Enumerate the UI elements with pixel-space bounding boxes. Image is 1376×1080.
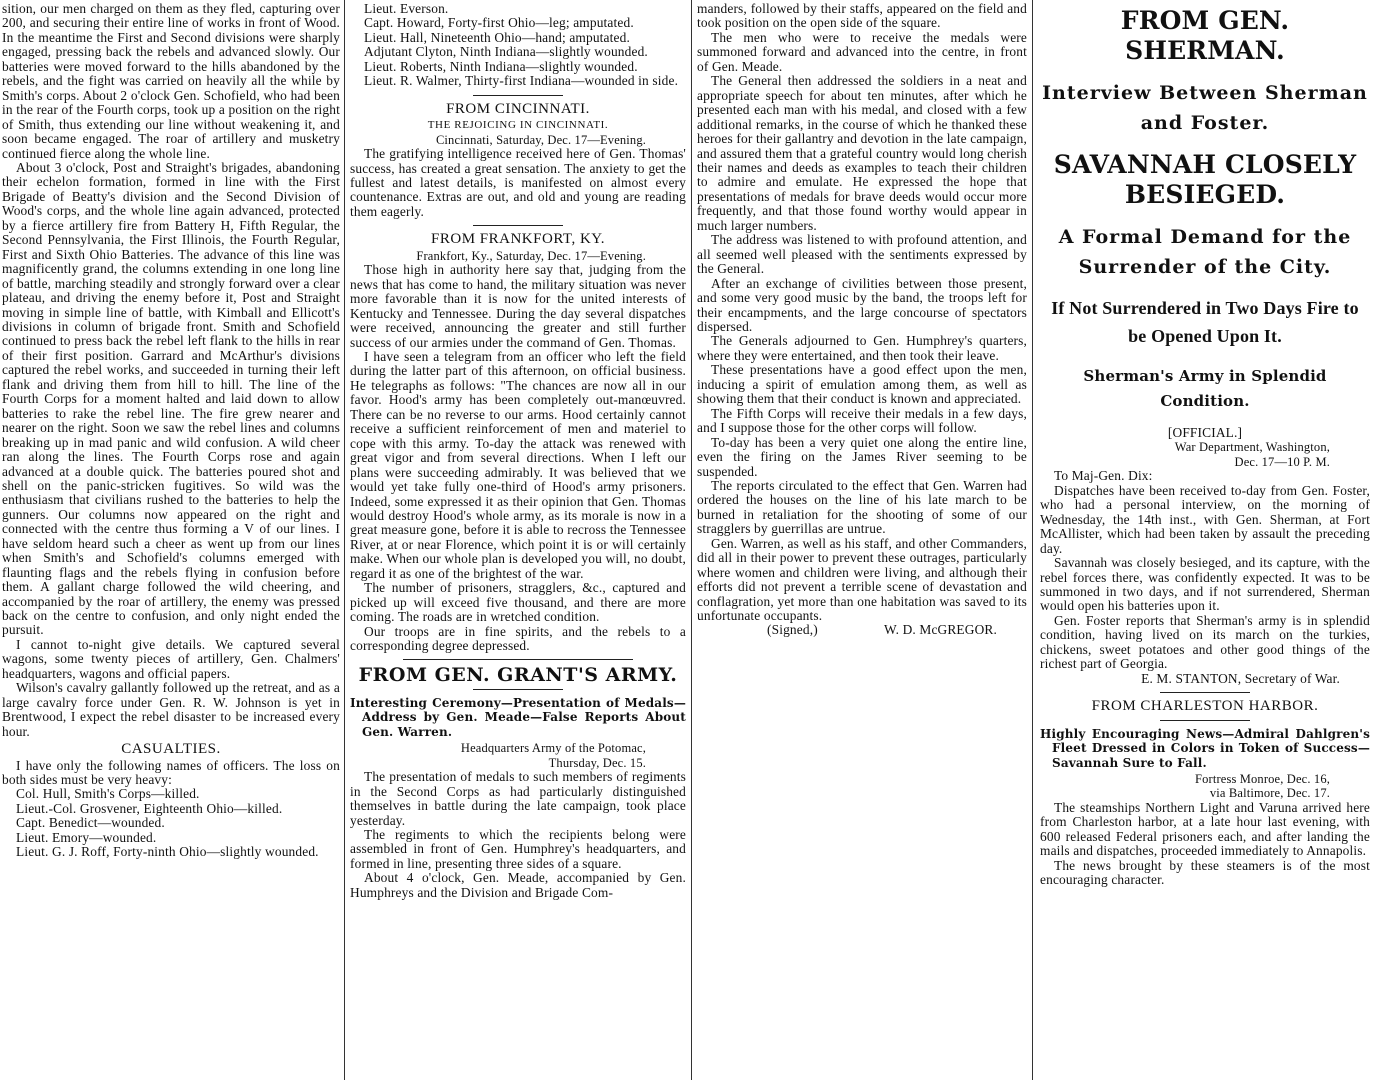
paragraph: The presentation of medals to such members of regiments in the Second Corps as had particularly distinguished themselves in battle during the late campaign, took place yesterday. (350, 769, 686, 828)
paragraph: The number of prisoners, stragglers, &c., captured and picked up will exceed five thousand, and there are more coming. The roads are in wretched condition. (350, 580, 686, 625)
column-3 (697, 2, 1027, 1078)
list-line: Lieut.-Col. Grosvener, Eighteenth Ohio—killed. (16, 800, 283, 816)
paragraph: manders, followed by their staffs, appeared on the field and took position on the open side of the square. (697, 2, 1027, 31)
section-heading: CASUALTIES. (121, 741, 221, 758)
headline-deck: If Not Surrendered in Two Days Fire to be Opened Upon It. (1051, 298, 1359, 346)
headline-deck: A Formal Demand for the Surrender of the City. (1058, 226, 1352, 278)
paragraph: Gen. Warren, as well as his staff, and other Commanders, did all in their power to prevent these outrages, particularly where women and children were living, and although their efforts did not prevent a terrible scene of devastation and conflagration, yet more than one habitation was saved to its unfortunate occupants. (697, 535, 1027, 624)
paragraph: To-day has been a very quiet one along the entire line, even the firing on the James River seeming to be suspended. (697, 434, 1027, 479)
divider-rule (1160, 720, 1250, 721)
paragraph: The Generals adjourned to Gen. Humphrey's quarters, where they were entertained, and then took their leave. (697, 333, 1027, 363)
main-headline: SAVANNAH CLOSELY BESIEGED. (1053, 150, 1357, 209)
paragraph: The gratifying intelligence received here of Gen. Thomas' success, has created a great sensation. The anxiety to get the fullest and latest details, is manifested on almost every countenance. Extras are out, and old and young are reading them eagerly. (350, 146, 686, 219)
headline-deck: Sherman's Army in Splendid Condition. (1083, 367, 1327, 410)
main-headline: FROM GEN. SHERMAN. (1120, 6, 1290, 65)
paragraph: I cannot to-night give details. We captured several wagons, some twenty pieces of artillery, Gen. Chalmers' headquarters, wagons and official papers. (2, 636, 340, 681)
paragraph: About 3 o'clock, Post and Straight's brigades, abandoning their echelon formation, formed in line with the First Brigade of Beatty's division and the Second Division of Wood's corps, and the whole line again advanced, protected by a fierce artillery fire from Battery H, Fifth Regular, the Second Pennsylvania, the First Illinois, the Fourth Regular, First and Sixth Ohio Batteries. The advance of this line was magnificently grand, the columns extending in one long line of battle, marching steadily and strongly forward over a clear plateau, and driving the enemy before it, Post and Straight moving in simple line of battle, with Kimball and Ellicott's divisions in column of brigade front. Smith and Schofield continued to press back the rebel left flank to the hills in rear of their first position. Garrard and McArthur's divisions captured the rebel works, and succeeded in turning their left flank and driving them from hill to hill. The line of the Fourth Corps for a moment halted and laid down to allow batteries to rake the rebel line. The fire grew nearer and nearer on the right. Soon we saw the rebel lines and columns breaking up in mad panic and wild confusion. A wild cheer ran along the lines. The Fourth Corps rose and again advanced at a double quick. The batteries poured shot and shell on the panic-stricken fugitives. So wild was the enthusiasm that civilians rushed to the batteries to help the gunners. Our columns now appeared on the right and connected with the centre thus forming a V of our lines. I have seldom heard such a cheer as went up from our lines when Smith's and Schofield's columns emerged with flaunting flags and the rebels flying in confusion before them. A gallant charge followed the wild cheering, and accompanied by the roar of artillery, the enemy was pressed back on the centre to confusion, and only night ended the pursuit. (2, 159, 340, 638)
divider-rule (473, 225, 563, 226)
section-heading: FROM FRANKFORT, KY. (431, 231, 605, 248)
column-divider (344, 0, 345, 1080)
dateline: Frankfort, Ky., Saturday, Dec. 17—Evening. (416, 248, 646, 263)
list-line: Capt. Howard, Forty-first Ohio—leg; amputated. (364, 15, 634, 31)
paragraph: The General then addressed the soldiers in a neat and appropriate speech for about ten minutes, after which he presented each man with his medal, and closed with a few additional remarks, in the course of which he thanked these heroes for their gallantry and devotion in the late campaign, and assured them that a grateful country would long cherish their names and deeds as examples to teach their children to admire and emulate. He expressed the hope that presentations of medals for brave deeds would occur more frequently, and that those found worthy would appear in much larger numbers. (697, 73, 1027, 233)
signature-line (697, 623, 1027, 637)
article-deck: Highly Encouraging News—Admiral Dahlgren's Fleet Dressed in Colors in Token of Success—Savannah Sure to Fall. (1040, 726, 1370, 770)
paragraph: After an exchange of civilities between those present, and some very good music by the band, the troops left for their encampments, and the large concourse of spectators dispersed. (697, 275, 1027, 334)
signature: E. M. STANTON, Secretary of War. (1141, 670, 1340, 686)
dateline: Dec. 17—10 P. M. (1234, 454, 1330, 469)
subheading: THE REJOICING IN CINCINNATI. (427, 119, 609, 132)
paragraph: The regiments to which the recipients belong were assembled in front of Gen. Humphrey's headquarters, and formed in line, presenting three sides of a square. (350, 827, 686, 871)
list-line: Col. Hull, Smith's Corps—killed. (16, 786, 200, 802)
dateline: via Baltimore, Dec. 17. (1209, 786, 1330, 801)
divider-rule (473, 95, 563, 96)
divider-rule (403, 659, 633, 660)
divider-rule (473, 689, 563, 690)
paragraph: The news brought by these steamers is of the most encouraging character. (1040, 857, 1370, 888)
column-4 (1040, 2, 1370, 1078)
article-headline: FROM GEN. GRANT'S ARMY. (358, 664, 678, 687)
signature-right: W. D. McGREGOR. (884, 622, 997, 638)
divider-rule (1160, 692, 1250, 693)
list-line: Lieut. Everson. (364, 2, 449, 16)
paragraph: Wilson's cavalry gallantly followed up the retreat, and as a large cavalry force under Gen. R. W. Johnson is yet in Brentwood, I expect the rebel disaster to be increased every hour. (2, 680, 340, 739)
column-divider (691, 0, 692, 1080)
section-heading: FROM CINCINNATI. (446, 100, 590, 117)
headline-deck: Interview Between Sherman and Foster. (1042, 82, 1368, 134)
dateline: War Department, Washington, (1174, 440, 1330, 455)
paragraph: Savannah was closely besieged, and its capture, with the rebel forces there, was confidently expected. It was to be summoned in two days, and if not surrendered, Sherman would open his batteries upon it. (1040, 555, 1370, 614)
list-line: Adjutant Clyton, Ninth Indiana—slightly wounded. (364, 44, 648, 60)
paragraph: The Fifth Corps will receive their medals in a few days, and I suppose those for the other corps will follow. (697, 405, 1027, 436)
list-line: Lieut. Roberts, Ninth Indiana—slightly wounded. (364, 58, 638, 74)
paragraph: About 4 o'clock, Gen. Meade, accompanied by Gen. Humphreys and the Division and Brigade Com- (350, 870, 686, 900)
dateline: Thursday, Dec. 15. (548, 755, 646, 770)
list-line: To Maj-Gen. Dix: (1054, 468, 1153, 484)
column-2 (350, 2, 686, 1078)
paragraph: sition, our men charged on them as they fled, capturing over 200, and securing their entire line of works in front of Wood. In the meantime the First and Second divisions were sharply engaged, pressing back the rebels and advanced slowly. Our batteries were moved forward to the hills abandoned by the rebels, and the fight was carried on heavily all the while by Smith's corps. About 2 o'clock Gen. Schofield, who had been in the rear of the Fourth corps, took up a position on the right of Smith, thus extending our line without weakening it, and soon became engaged. The roar of artillery and musketry continued fierce along the whole line. (2, 2, 340, 161)
signature-left: (Signed,) (767, 622, 818, 638)
paragraph: Dispatches have been received to-day from Gen. Foster, who had a personal interview, on the morning of Wednesday, the 14th inst., with Gen. Sherman, at Fort McAllister, which had been taken by assault the preceding day. (1040, 482, 1370, 556)
official-label: [OFFICIAL.] (1167, 425, 1243, 440)
paragraph: I have only the following names of officers. The loss on both sides must be very heavy: (2, 757, 340, 788)
list-line: Lieut. Hall, Nineteenth Ohio—hand; amputated. (364, 29, 630, 45)
paragraph: Those high in authority here say that, judging from the news that has come to hand, the military situation was never more favorable than it is now for the united interests of Kentucky and Tennessee. During the day several dispatches were received, announcing the greater and still further success of our armies under the command of Gen. Thomas. (350, 262, 686, 350)
column-1 (2, 2, 340, 1078)
list-line: Lieut. Emory—wounded. (16, 829, 157, 845)
article-deck: Interesting Ceremony—Presentation of Medals—Address by Gen. Meade—False Reports About Gen. Warren. (350, 695, 686, 739)
dateline: Headquarters Army of the Potomac, (460, 741, 646, 756)
list-line: Capt. Benedict—wounded. (16, 815, 165, 831)
dateline: Fortress Monroe, Dec. 16, (1195, 771, 1330, 786)
paragraph: Gen. Foster reports that Sherman's army is in splendid condition, having lived on its march on the turkies, chickens, sweet potatoes and other good things of the richest part of Georgia. (1040, 612, 1370, 672)
paragraph: Lieut. G. J. Roff, Forty-ninth Ohio—slightly wounded. (16, 844, 319, 860)
column-divider (1032, 0, 1033, 1080)
paragraph: I have seen a telegram from an officer who left the field during the latter part of this afternoon, on official business. He telegraphs as follows: "The chances are now all in our favor. Hood's army has been completely out-manœuvred. There can be no reverse to our arms. Hood certainly cannot receive a sufficient reinforcement of men and materiel to cope with this army. To-day the attack was renewed with great vigor and from several directions. When I left our plans were succeeding admirably. It was believed that we would yet take fully one-third of Hood's army prisoners. Indeed, some expressed it as their opinion that Gen. Thomas would destroy Hood's whole army, as its morale is now in a great measure gone, before it is able to recross the Tennessee River, at or near Florence, which point it is or will certainly make. When our whole plan is developed you will, no doubt, regard it as one of the brightest of the war. (350, 348, 686, 581)
paragraph: Lieut. R. Walmer, Thirty-first Indiana—wounded in side. (364, 73, 679, 89)
paragraph: The reports circulated to the effect that Gen. Warren had ordered the houses on the line of his late march to be burned in retaliation for the shooting of some of our stragglers by guerrillas are untrue. (697, 477, 1027, 537)
dateline: Cincinnati, Saturday, Dec. 17—Evening. (435, 132, 646, 147)
paragraph: Our troops are in fine spirits, and the rebels to a corresponding degree depressed. (350, 623, 686, 654)
paragraph: The address was listened to with profound attention, and all seemed well pleased with the sentiments expressed by the General. (697, 232, 1027, 277)
section-heading: FROM CHARLESTON HARBOR. (1091, 698, 1319, 715)
paragraph: The men who were to receive the medals were summoned forward and advanced into the centre, in front of Gen. Meade. (697, 29, 1027, 74)
paragraph: These presentations have a good effect upon the men, inducing a spirit of emulation among them, as well as showing them that their conduct is known and appreciated. (697, 362, 1027, 407)
paragraph: The steamships Northern Light and Varuna arrived here from Charleston harbor, at a late hour last evening, with 600 released Federal prisoners each, and after landing the mails and dispatches, proceeded immediately to Annapolis. (1040, 799, 1370, 859)
